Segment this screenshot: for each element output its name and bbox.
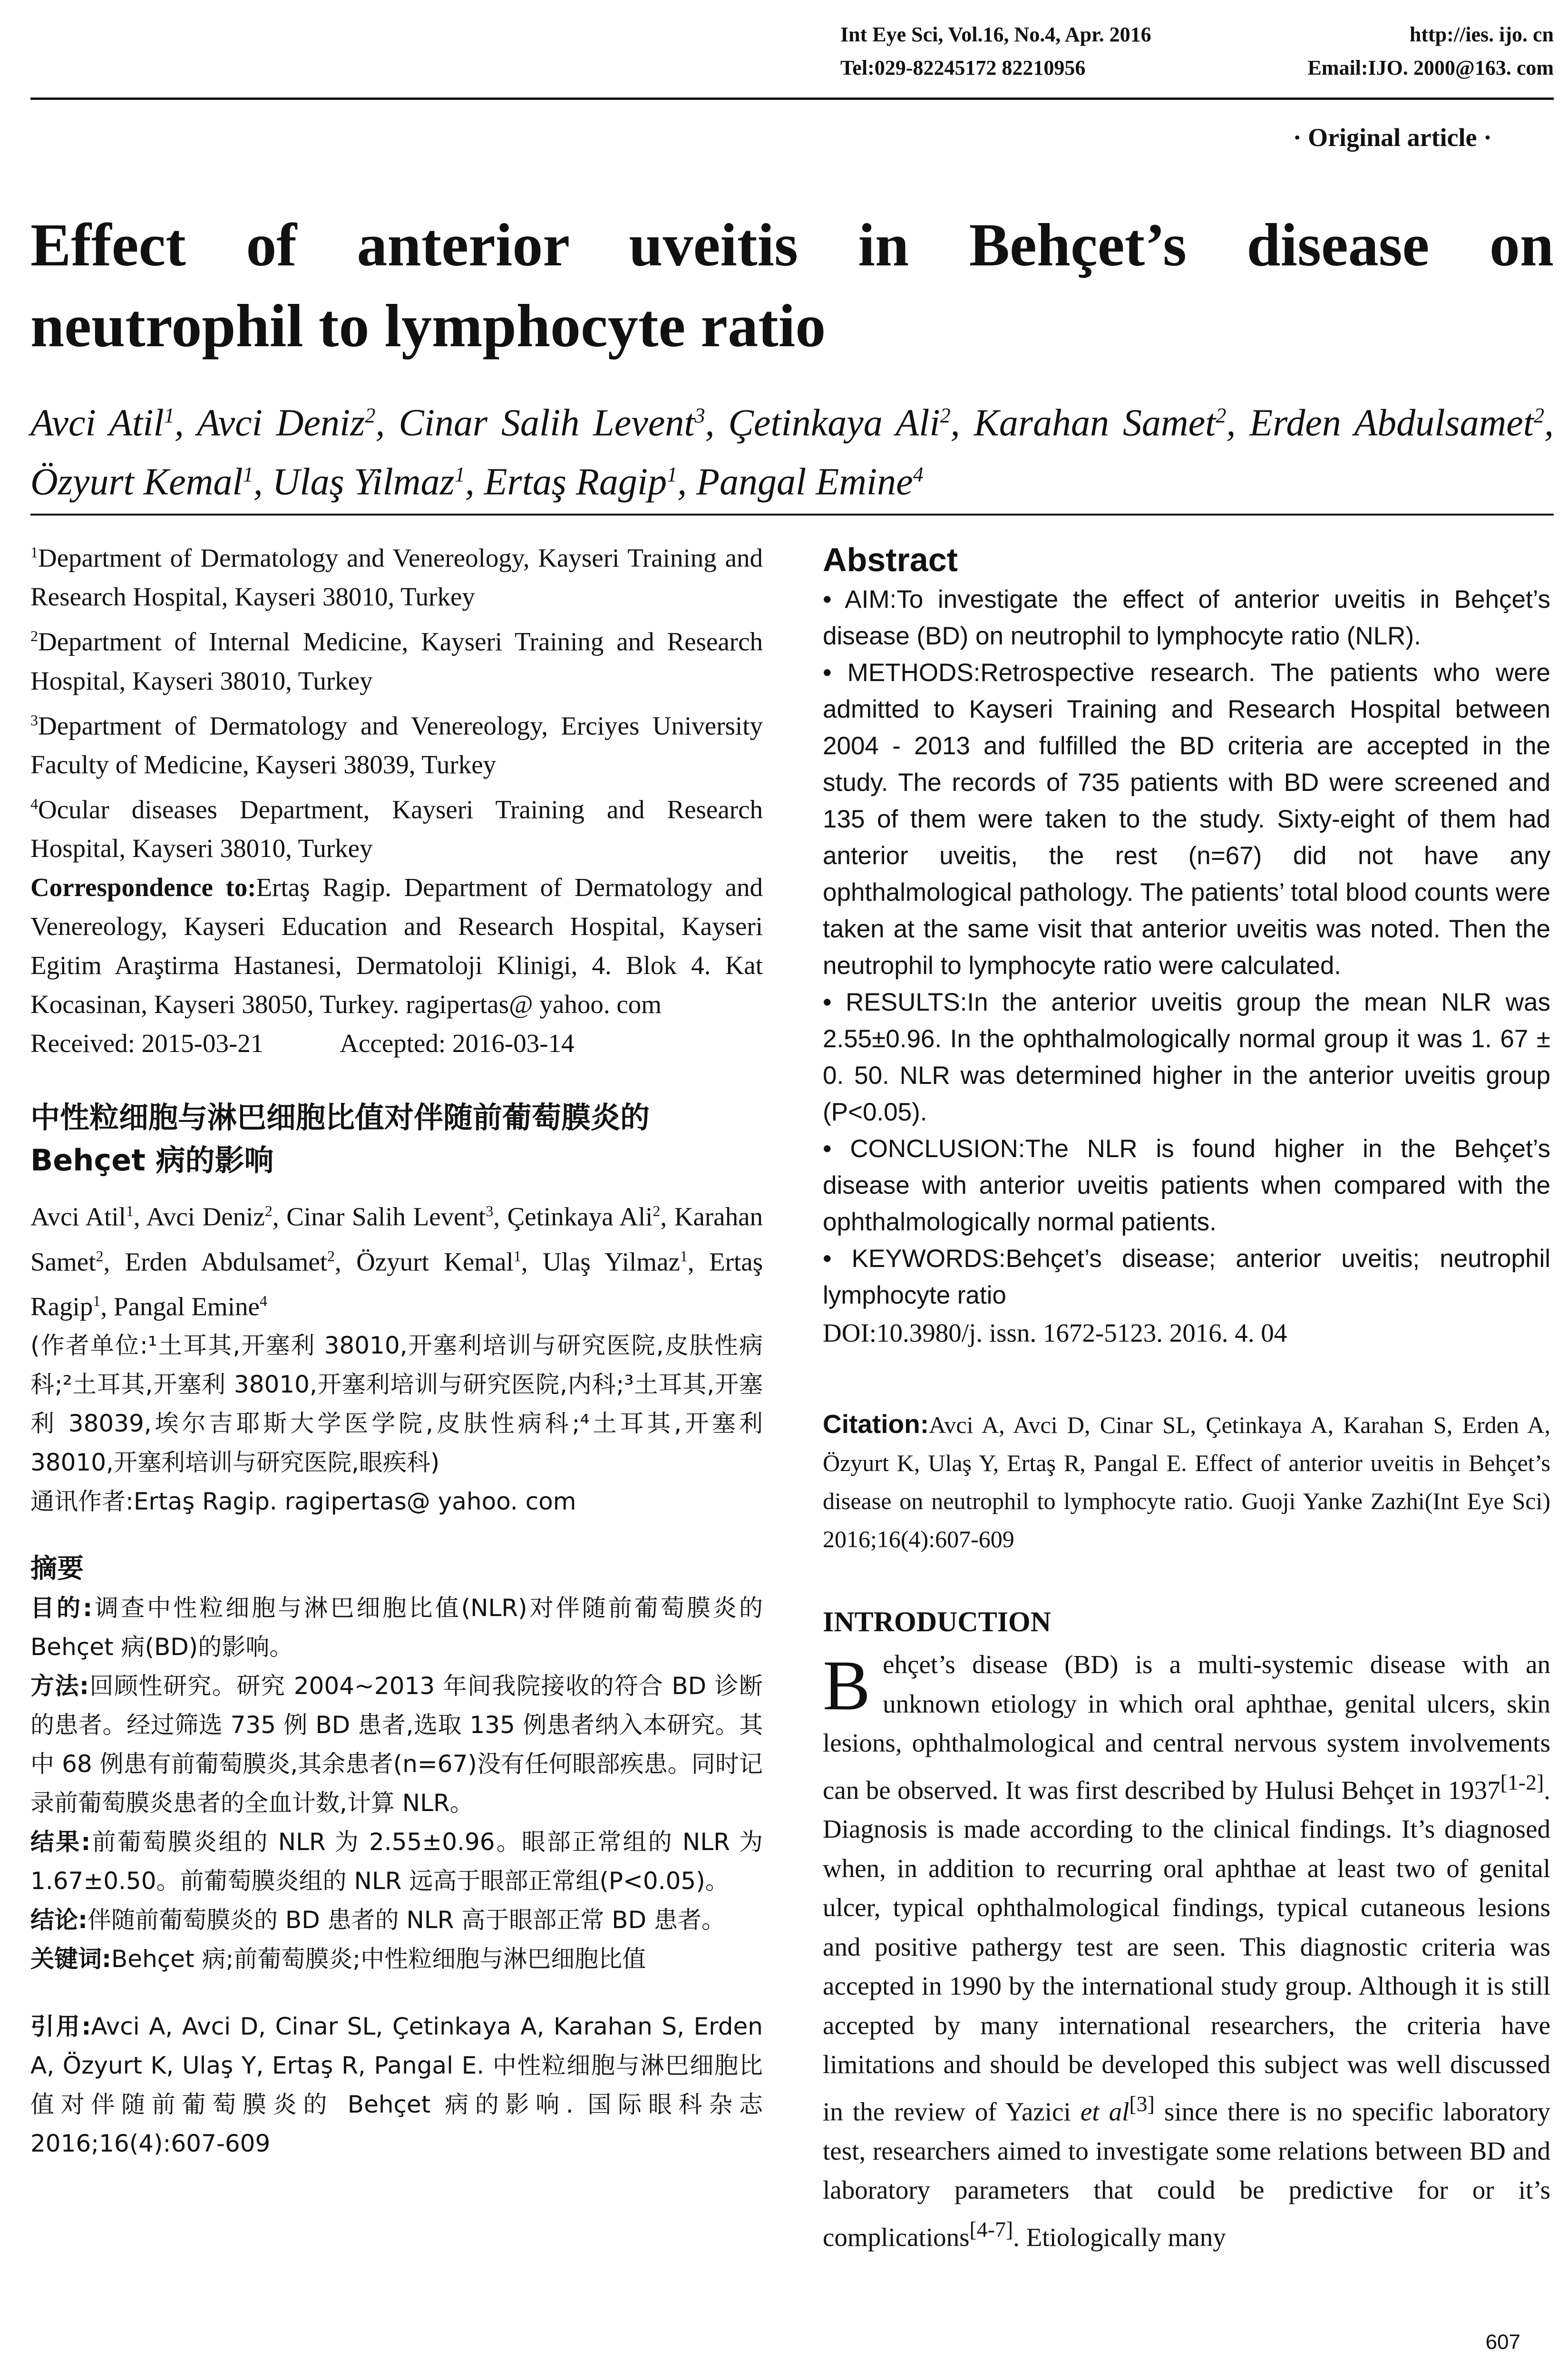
- abstract-section: [823, 984, 1550, 1130]
- abstract-section: [823, 581, 1550, 654]
- citation: [823, 1405, 1550, 1558]
- abstract-body: [823, 581, 1550, 1314]
- author-affiliation-number: 1: [454, 462, 465, 486]
- affiliation-number: 1: [30, 544, 38, 561]
- author-name: Ulaş Yilmaz: [272, 461, 455, 503]
- correspondence-label: Correspondence to:: [30, 873, 256, 902]
- chinese-title: 中性粒细胞与淋巴细胞比值对伴随前葡萄膜炎的 Behçet 病的影响: [30, 1100, 650, 1178]
- author-name: Ulaş Yilmaz: [542, 1247, 680, 1276]
- author-name: Karahan Samet: [30, 1202, 763, 1276]
- author-separator: ,: [103, 1247, 125, 1276]
- author-affiliation-number: 2: [264, 1202, 273, 1220]
- author-name: Özyurt Kemal: [356, 1247, 514, 1276]
- section-type: · Original article ·: [1293, 123, 1492, 152]
- affiliation-number: 4: [30, 795, 38, 812]
- intro-text-4: . Etiologically many: [1013, 2222, 1226, 2251]
- journal-tel: Tel:029-82245172 82210956: [840, 56, 1086, 79]
- affiliation: [30, 701, 763, 784]
- author-affiliation-number: 2: [365, 404, 376, 427]
- author-affiliation-number: 1: [667, 462, 678, 486]
- author-name: Pangal Emine: [696, 461, 913, 503]
- author-name: Pangal Emine: [113, 1292, 260, 1321]
- author-separator: ,: [1226, 402, 1250, 444]
- author-affiliation-number: 2: [1216, 404, 1227, 427]
- author-affiliation-number: 1: [680, 1247, 688, 1265]
- author-name: Erden Abdulsamet: [1249, 402, 1534, 444]
- author-separator: ,: [705, 402, 729, 444]
- author-separator: ,: [253, 461, 273, 503]
- author-separator: ,: [660, 1202, 674, 1231]
- author-affiliation-number: 1: [243, 462, 253, 486]
- citation-label: Citation:: [823, 1409, 929, 1439]
- chinese-abstract-heading: 摘要: [30, 1553, 84, 1585]
- title-rule: [30, 514, 1554, 516]
- author-name: Ertaş Ragip: [30, 1247, 763, 1321]
- author-affiliation-number: 3: [694, 404, 705, 427]
- author-name: Avci Atil: [30, 1202, 126, 1231]
- abstract-section-label: • CONCLUSION:: [823, 1135, 1025, 1163]
- chinese-author-list: [30, 1191, 763, 1326]
- affiliation: [30, 784, 763, 868]
- author-separator: ,: [677, 461, 697, 503]
- journal-email[interactable]: Email:IJO. 2000@163. com: [1307, 56, 1554, 79]
- abstract-section-text: Behçet’s disease; anterior uveitis; neutrophil lymphocyte ratio: [823, 1245, 1550, 1309]
- section-text: 调查中性粒细胞与淋巴细胞比值(NLR)对伴随前葡萄膜炎的 Behçet 病(BD)的影响。: [30, 1594, 763, 1661]
- correspondence: [30, 868, 763, 1024]
- author-name: Cinar Salih Levent: [286, 1202, 486, 1231]
- intro-text-3: since there is no specific laboratory test, researchers aimed to investigate some relations between BD and laboratory parameters that could be predictive for or it’s complications: [823, 2097, 1550, 2251]
- author-name: Ertaş Ragip: [484, 461, 667, 503]
- section-text: Behçet 病;前葡萄膜炎;中性粒细胞与淋巴细胞比值: [111, 1945, 646, 1973]
- author-separator: ,: [521, 1247, 543, 1276]
- intro-text-2: . Diagnosis is made according to the clinical findings. It’s diagnosed when, in addition to recurring oral aphthae at least two of genital ulcer, typical ophthalmological findings, typical cutaneous lesions and positive pathergy test are seen. This diagnostic criteria was accepted in 1990 by the international study group. Although it is still accepted by many international researchers, the criteria have limitations and should be developed this subject was well discussed in the review of Yazici: [823, 1775, 1550, 2126]
- abstract-section-text: In the anterior uveitis group the mean NLR was 2.55±0.96. In the ophthalmologically normal group it was 1. 67 ± 0. 50. NLR was determined higher in the anterior uveitis group (P<0.05).: [823, 988, 1550, 1126]
- introduction-paragraph: [823, 1645, 1550, 2257]
- affiliation: [30, 533, 763, 616]
- author-name: Erden Abdulsamet: [125, 1247, 328, 1276]
- affiliation-text: Ocular diseases Department, Kayseri Training and Research Hospital, Kayseri 38010, Turkey: [30, 795, 763, 863]
- chinese-abstract-section: [30, 1939, 763, 1978]
- affiliation: [30, 616, 763, 700]
- chinese-citation-text: Avci A, Avci D, Cinar SL, Çetinkaya A, Karahan S, Erden A, Özyurt K, Ulaş Y, Ertaş R, Pangal E. 中性粒细胞与淋巴细胞比值对伴随前葡萄膜炎的 Behçet 病的影响. 国际眼科杂志 2016;16(4):607-609: [30, 2013, 763, 2158]
- abstract-heading: Abstract: [823, 541, 958, 578]
- author-separator: ,: [950, 402, 974, 444]
- author-name: Çetinkaya Ali: [728, 402, 940, 444]
- section-text: 前葡萄膜炎组的 NLR 为 2.55±0.96。眼部正常组的 NLR 为 1.67±0.50。前葡萄膜炎组的 NLR 远高于眼部正常组(P<0.05)。: [30, 1828, 763, 1895]
- affiliation-text: Department of Dermatology and Venereology, Erciyes University Faculty of Medicine, Kayseri 38039, Turkey: [30, 711, 763, 779]
- author-list: [30, 390, 1554, 507]
- abstract-section-label: • AIM:: [823, 585, 897, 614]
- section-label: 结果:: [30, 1828, 91, 1856]
- author-name: Avci Deniz: [146, 1202, 265, 1231]
- received-accepted: [30, 1024, 763, 1063]
- chinese-abstract-section: [30, 1588, 763, 1666]
- abstract-section-text: Retrospective research. The patients who were admitted to Kayseri Training and Research Hospital between 2004 - 2013 and fulfilled the BD criteria are accepted in the study. The records of 735 patients with BD were screened and 135 of them were taken to the study. Sixty-eight of them had anterior uveitis, the rest (n=67) did not have any ophthalmological pathology. The patients’ total blood counts were taken at the same visit that anterior uveitis was noted. Then the neutrophil to lymphocyte ratio were calculated.: [823, 659, 1550, 980]
- correspondence-text: Ertaş Ragip. Department of Dermatology and Venereology, Kayseri Education and Research Hospital, Kayseri Egitim Araştirma Hastanesi, Dermatoloji Klinigi, 4. Blok 4. Kat Kocasinan, Kayseri 38050, Turkey. ragipertas@ yahoo. com: [30, 873, 763, 1019]
- citation-text: Avci A, Avci D, Cinar SL, Çetinkaya A, Karahan S, Erden A, Özyurt K, Ulaş Y, Ertaş R, Pangal E. Effect of anterior uveitis in Behçet’s disease on neutrophil to lymphocyte ratio. Guoji Yanke Zazhi(Int Eye Sci) 2016;16(4):607-609: [823, 1412, 1550, 1552]
- reference-4-7[interactable]: [4-7]: [969, 2217, 1013, 2241]
- journal-url[interactable]: http://ies. ijo. cn: [1409, 23, 1554, 46]
- author-affiliation-number: 2: [327, 1247, 335, 1265]
- section-text: 回顾性研究。研究 2004~2013 年间我院接收的符合 BD 诊断的患者。经过筛选 735 例 BD 患者,选取 135 例患者纳入本研究。其中 68 例患有前葡萄膜炎,其余患者(n=67)没有任何眼部疾患。同时记录前葡萄膜炎患者的全血计数,计算 NLR。: [30, 1672, 763, 1817]
- author-separator: ,: [493, 1202, 507, 1231]
- affiliation-number: 3: [30, 711, 38, 729]
- abstract-section-text: To investigate the effect of anterior uveitis in Behçet’s disease (BD) on neutrophil to lymphocyte ratio (NLR).: [823, 585, 1550, 650]
- journal-info: Int Eye Sci, Vol.16, No.4, Apr. 2016: [840, 23, 1151, 46]
- abstract-section: [823, 654, 1550, 984]
- received-date: Received: 2015-03-21: [30, 1029, 264, 1058]
- abstract-section-label: • RESULTS:: [823, 988, 967, 1016]
- reference-1-2[interactable]: [1-2]: [1500, 1770, 1544, 1794]
- reference-3[interactable]: [3]: [1129, 2091, 1155, 2116]
- author-affiliation-number: 4: [259, 1292, 267, 1309]
- et-al: et al: [1080, 2097, 1130, 2126]
- chinese-citation: [30, 2007, 763, 2163]
- abstract-section-text: The NLR is found higher in the Behçet’s disease with anterior uveitis patients when compared with the ophthalmologically normal patients.: [823, 1135, 1550, 1236]
- author-affiliation-number: 1: [93, 1292, 101, 1309]
- author-affiliation-number: 1: [126, 1202, 134, 1220]
- author-separator: ,: [174, 402, 197, 444]
- chinese-units: (作者单位:¹土耳其,开塞利 38010,开塞利培训与研究医院,皮肤性病科;²土耳其,开塞利 38010,开塞利培训与研究医院,内科;³土耳其,开塞利 38039,埃尔吉耶斯大学医学院,皮肤性病科;⁴土耳其,开塞利 38010,开塞利培训与研究医院,眼疾科): [30, 1332, 763, 1477]
- accepted-date: Accepted: 2016-03-14: [340, 1029, 575, 1058]
- chinese-abstract-section: [30, 1822, 763, 1900]
- author-name: Avci Atil: [30, 402, 164, 444]
- author-affiliation-number: 4: [913, 462, 924, 486]
- author-separator: ,: [687, 1247, 710, 1276]
- author-separator: ,: [1544, 402, 1554, 444]
- header-rule: [30, 97, 1554, 100]
- chinese-citation-label: 引用:: [30, 2013, 91, 2041]
- author-name: Çetinkaya Ali: [507, 1202, 653, 1231]
- author-name: Cinar Salih Levent: [399, 402, 695, 444]
- drop-cap: B: [823, 1646, 871, 1725]
- author-affiliation-number: 2: [940, 404, 951, 427]
- author-affiliation-number: 1: [513, 1247, 521, 1265]
- left-column: [30, 533, 763, 2163]
- chinese-abstract-section: [30, 1900, 763, 1939]
- section-label: 结论:: [30, 1906, 88, 1934]
- title-line-2: neutrophil to lymphocyte ratio: [30, 292, 826, 360]
- abstract-section: [823, 1130, 1550, 1240]
- author-affiliation-number: 2: [96, 1247, 104, 1265]
- author-separator: ,: [272, 1202, 287, 1231]
- author-affiliation-number: 2: [653, 1202, 661, 1220]
- chinese-correspondence: 通讯作者:Ertaş Ragip. ragipertas@ yahoo. com: [30, 1488, 576, 1516]
- affiliations: [30, 533, 763, 868]
- section-label: 方法:: [30, 1672, 89, 1700]
- author-affiliation-number: 2: [1534, 404, 1545, 427]
- author-affiliation-number: 3: [486, 1202, 494, 1220]
- chinese-abstract-section: [30, 1666, 763, 1822]
- abstract-section: [823, 1240, 1550, 1314]
- author-name: Özyurt Kemal: [30, 461, 243, 503]
- author-affiliation-number: 1: [164, 404, 175, 427]
- page-number: 607: [1485, 2330, 1520, 2354]
- abstract-section-label: • METHODS:: [823, 659, 981, 687]
- author-separator: ,: [375, 402, 399, 444]
- author-name: Avci Deniz: [197, 402, 365, 444]
- author-separator: ,: [465, 461, 484, 503]
- section-label: 目的:: [30, 1594, 93, 1622]
- section-text: 伴随前葡萄膜炎的 BD 患者的 NLR 高于眼部正常 BD 患者。: [88, 1906, 725, 1934]
- chinese-abstract: [30, 1588, 763, 1978]
- article-title: [30, 205, 1554, 366]
- intro-text-1: ehçet’s disease (BD) is a multi-systemic disease with an unknown etiology in which oral aphthae, genital ulcers, skin lesions, ophthalmological and central nervous system involvements can be observed. It was first described by Hulusi Behçet in 1937: [823, 1650, 1550, 1804]
- introduction-heading: INTRODUCTION: [823, 1606, 1052, 1637]
- affiliation-number: 2: [30, 627, 38, 645]
- affiliation-text: Department of Dermatology and Venereology, Kayseri Training and Research Hospital, Kayseri 38010, Turkey: [30, 543, 763, 612]
- abstract-section-label: • KEYWORDS:: [823, 1245, 1006, 1273]
- author-name: Karahan Samet: [974, 402, 1216, 444]
- affiliation-text: Department of Internal Medicine, Kayseri Training and Research Hospital, Kayseri 38010, Turkey: [30, 627, 763, 695]
- author-separator: ,: [100, 1292, 114, 1321]
- title-line-1: Effect of anterior uveitis in Behçet’s disease on: [30, 211, 1554, 279]
- author-separator: ,: [133, 1202, 146, 1231]
- right-column: [823, 533, 1550, 2257]
- author-separator: ,: [335, 1247, 357, 1276]
- doi[interactable]: DOI:10.3980/j. issn. 1672-5123. 2016. 4. 04: [823, 1318, 1287, 1347]
- section-label: 关键词:: [30, 1945, 111, 1973]
- running-header: [840, 18, 1554, 85]
